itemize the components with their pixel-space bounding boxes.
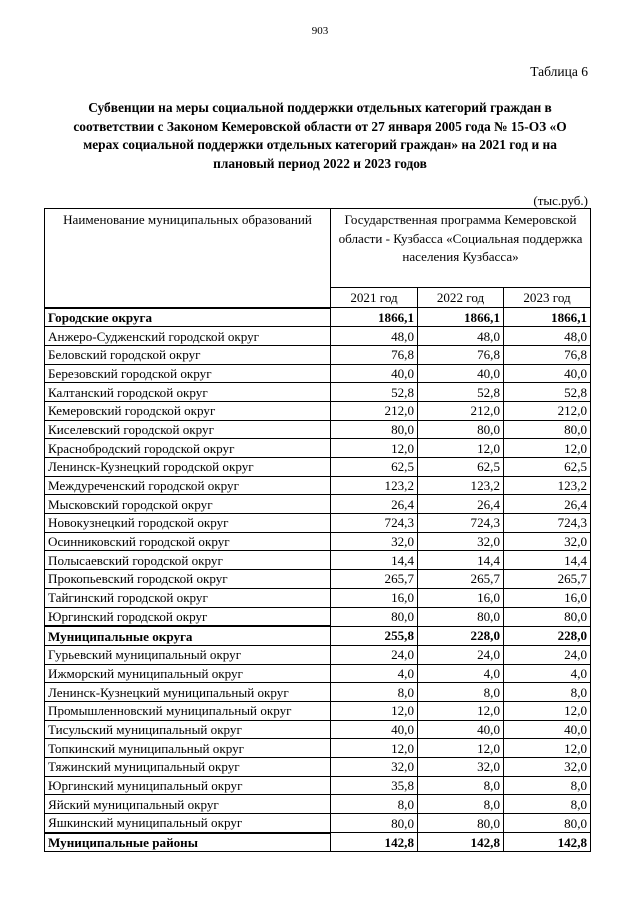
value-2022: 80,0 [418,607,504,626]
municipality-name: Ленинск-Кузнецкий городской округ [45,458,331,477]
value-2023: 8,0 [504,683,591,702]
table-row [45,701,591,720]
value-2021: 80,0 [331,607,418,626]
municipality-name: Киселевский городской округ [45,420,331,439]
value-2022: 62,5 [418,458,504,477]
municipality-name: Тяжинский муниципальный округ [45,758,331,777]
value-2021: 24,0 [331,645,418,664]
table-row [45,401,591,420]
table-row [45,327,591,346]
value-2022: 212,0 [418,401,504,420]
column-header-name: Наименование муниципальных образований [45,209,331,308]
municipality-name: Калтанский городской округ [45,383,331,402]
municipality-name: Гурьевский муниципальный округ [45,645,331,664]
value-2023: 265,7 [504,570,591,589]
municipality-name: Муниципальные районы [45,833,331,852]
value-2021: 8,0 [331,795,418,814]
value-2022: 14,4 [418,551,504,570]
municipality-name: Беловский городской округ [45,345,331,364]
table-row [45,720,591,739]
value-2021: 32,0 [331,758,418,777]
table-row [45,458,591,477]
value-2023: 32,0 [504,532,591,551]
municipality-name: Полысаевский городской округ [45,551,331,570]
value-2022: 48,0 [418,327,504,346]
value-2023: 80,0 [504,607,591,626]
municipality-name: Осинниковский городской округ [45,532,331,551]
value-2022: 40,0 [418,720,504,739]
municipality-name: Краснобродский городской округ [45,439,331,458]
table-header-row [45,209,591,288]
value-2021: 724,3 [331,514,418,533]
value-2022: 76,8 [418,345,504,364]
value-2023: 4,0 [504,664,591,683]
table-body [45,308,591,852]
municipality-name: Ижморский муниципальный округ [45,664,331,683]
value-2022: 8,0 [418,683,504,702]
value-2022: 8,0 [418,795,504,814]
value-2023: 80,0 [504,420,591,439]
value-2022: 24,0 [418,645,504,664]
value-2023: 12,0 [504,739,591,758]
value-2022: 1866,1 [418,308,504,327]
page-number: 903 [311,25,329,37]
value-2022: 16,0 [418,588,504,607]
table-row [45,345,591,364]
table-label: Таблица 6 [530,64,588,79]
value-2021: 4,0 [331,664,418,683]
municipality-name: Юргинский городской округ [45,607,331,626]
value-2023: 76,8 [504,345,591,364]
value-2023: 724,3 [504,514,591,533]
value-2023: 1866,1 [504,308,591,327]
municipality-name: Муниципальные округа [45,626,331,645]
value-2022: 12,0 [418,739,504,758]
value-2023: 24,0 [504,645,591,664]
table-row [45,739,591,758]
value-2022: 228,0 [418,626,504,645]
value-2023: 12,0 [504,701,591,720]
value-2021: 26,4 [331,495,418,514]
value-2021: 16,0 [331,588,418,607]
table-group-row [45,308,591,327]
municipality-name: Яйский муниципальный округ [45,795,331,814]
municipality-name: Прокопьевский городской округ [45,570,331,589]
column-header-program: Государственная программа Кемеровской области - Кузбасса «Социальная поддержка населения Кузбасса» [331,209,591,288]
municipality-name: Мысковский городской округ [45,495,331,514]
units-label: (тыс.руб.) [533,193,588,208]
municipality-name: Междуреченский городской округ [45,476,331,495]
value-2022: 8,0 [418,776,504,795]
municipality-name: Юргинский муниципальный округ [45,776,331,795]
value-2021: 80,0 [331,420,418,439]
document-title: Субвенции на меры социальной поддержки отдельных категорий граждан в соответствии с Законом Кемеровской области от 27 января 2005 года № 15-ОЗ «О мерах социальной поддержки отдельных категорий граждан» на 2021 год и на плановый период 2022 и 2023 годов [73,100,567,171]
value-2021: 76,8 [331,345,418,364]
value-2023: 62,5 [504,458,591,477]
municipality-name: Тисульский муниципальный округ [45,720,331,739]
value-2023: 32,0 [504,758,591,777]
table-row [45,683,591,702]
table-group-row [45,833,591,852]
value-2023: 8,0 [504,795,591,814]
table-row [45,607,591,626]
table-row [45,776,591,795]
value-2021: 80,0 [331,814,418,833]
table-row [45,645,591,664]
value-2021: 142,8 [331,833,418,852]
value-2022: 26,4 [418,495,504,514]
value-2021: 32,0 [331,532,418,551]
table-row [45,758,591,777]
municipality-name: Топкинский муниципальный округ [45,739,331,758]
value-2022: 123,2 [418,476,504,495]
table-row [45,570,591,589]
municipality-name: Березовский городской округ [45,364,331,383]
value-2022: 724,3 [418,514,504,533]
value-2023: 142,8 [504,833,591,852]
value-2022: 32,0 [418,532,504,551]
value-2022: 265,7 [418,570,504,589]
value-2023: 40,0 [504,720,591,739]
value-2023: 80,0 [504,814,591,833]
value-2023: 212,0 [504,401,591,420]
value-2021: 212,0 [331,401,418,420]
table-row [45,795,591,814]
value-2021: 40,0 [331,364,418,383]
value-2022: 32,0 [418,758,504,777]
value-2022: 80,0 [418,420,504,439]
value-2021: 255,8 [331,626,418,645]
table-row [45,588,591,607]
value-2021: 265,7 [331,570,418,589]
column-header-year-2022: 2022 год [418,288,504,308]
value-2021: 123,2 [331,476,418,495]
municipality-name: Новокузнецкий городской округ [45,514,331,533]
table-row [45,476,591,495]
municipality-name: Тайгинский городской округ [45,588,331,607]
value-2023: 48,0 [504,327,591,346]
value-2022: 12,0 [418,701,504,720]
column-header-year-2023: 2023 год [504,288,591,308]
municipality-name: Промышленновский муниципальный округ [45,701,331,720]
table-row [45,383,591,402]
value-2021: 12,0 [331,701,418,720]
table-row [45,364,591,383]
table-row [45,439,591,458]
municipality-name: Городские округа [45,308,331,327]
value-2023: 14,4 [504,551,591,570]
municipality-name: Яшкинский муниципальный округ [45,814,331,833]
value-2021: 14,4 [331,551,418,570]
value-2022: 40,0 [418,364,504,383]
value-2023: 123,2 [504,476,591,495]
table-row [45,420,591,439]
value-2023: 228,0 [504,626,591,645]
value-2021: 52,8 [331,383,418,402]
value-2021: 62,5 [331,458,418,477]
value-2021: 12,0 [331,439,418,458]
table-row [45,495,591,514]
value-2023: 16,0 [504,588,591,607]
value-2023: 8,0 [504,776,591,795]
value-2023: 26,4 [504,495,591,514]
column-header-year-2021: 2021 год [331,288,418,308]
value-2021: 48,0 [331,327,418,346]
subsidies-table [44,208,591,852]
table-row [45,664,591,683]
table-group-row [45,626,591,645]
table-row [45,514,591,533]
value-2023: 12,0 [504,439,591,458]
value-2021: 40,0 [331,720,418,739]
value-2022: 4,0 [418,664,504,683]
value-2022: 142,8 [418,833,504,852]
value-2021: 8,0 [331,683,418,702]
value-2021: 12,0 [331,739,418,758]
table-row [45,532,591,551]
municipality-name: Анжеро-Судженский городской округ [45,327,331,346]
value-2021: 1866,1 [331,308,418,327]
table-row [45,551,591,570]
value-2023: 52,8 [504,383,591,402]
table-row [45,814,591,833]
municipality-name: Ленинск-Кузнецкий муниципальный округ [45,683,331,702]
value-2022: 52,8 [418,383,504,402]
value-2022: 80,0 [418,814,504,833]
value-2021: 35,8 [331,776,418,795]
value-2022: 12,0 [418,439,504,458]
municipality-name: Кемеровский городской округ [45,401,331,420]
value-2023: 40,0 [504,364,591,383]
